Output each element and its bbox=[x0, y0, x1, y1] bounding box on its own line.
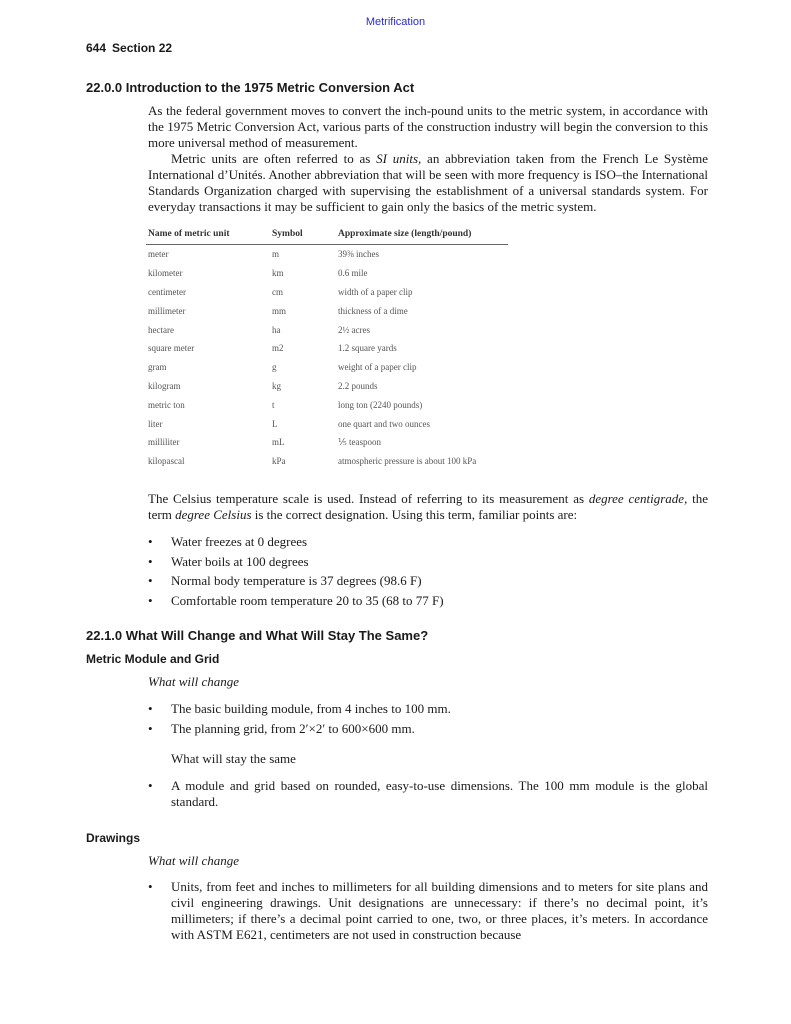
celsius-text-3: is the correct designation. Using this term, familiar points are: bbox=[251, 507, 578, 522]
running-head: Metrification bbox=[365, 16, 426, 28]
list-item: • The basic building module, from 4 inches to 100 mm. bbox=[148, 699, 708, 719]
list-item: • Water boils at 100 degrees bbox=[148, 552, 708, 572]
drawings-will-change-list bbox=[148, 879, 708, 943]
drawings-will-change-label: What will change bbox=[148, 853, 239, 868]
module-will-stay-label: What will stay the same bbox=[171, 751, 296, 766]
table-cell-name: meter bbox=[148, 249, 169, 260]
table-cell-symbol: m bbox=[272, 249, 280, 260]
table-cell-symbol: mL bbox=[272, 437, 285, 448]
table-cell-symbol: t bbox=[272, 399, 275, 410]
table-row bbox=[146, 245, 508, 264]
table-cell-size: 2.2 pounds bbox=[338, 380, 378, 391]
intro-p2-part1: Metric units are often referred to as bbox=[171, 151, 377, 166]
table-row bbox=[146, 414, 508, 433]
table-row bbox=[146, 283, 508, 302]
intro-p2-italic: SI units, bbox=[376, 151, 422, 166]
table-cell-name: hectare bbox=[148, 324, 174, 335]
celsius-text-1: The Celsius temperature scale is used. Instead of referring to its measurement as bbox=[148, 491, 589, 506]
table-row bbox=[146, 301, 508, 320]
module-grid-heading: Metric Module and Grid bbox=[86, 652, 220, 666]
column-header-name: Name of metric unit bbox=[146, 227, 270, 245]
table-cell-symbol: m2 bbox=[272, 343, 284, 354]
table-cell-size: thickness of a dime bbox=[338, 305, 408, 316]
intro-text bbox=[148, 103, 708, 215]
list-item: • A module and grid based on rounded, easy-to-use dimensions. The 100 mm module is the global standard. bbox=[148, 778, 708, 810]
table-row bbox=[146, 452, 508, 471]
table-cell-size: 1.2 square yards bbox=[338, 343, 397, 354]
table-row bbox=[146, 264, 508, 283]
table-row bbox=[146, 339, 508, 358]
table-cell-symbol: ha bbox=[272, 324, 281, 335]
drawings-heading: Drawings bbox=[86, 831, 141, 845]
table-cell-name: liter bbox=[148, 418, 163, 429]
table-cell-symbol: cm bbox=[272, 286, 283, 297]
table-row bbox=[146, 433, 508, 452]
table-cell-size: ⅕ teaspoon bbox=[338, 436, 381, 447]
table-cell-symbol: mm bbox=[272, 305, 287, 316]
table-cell-name: gram bbox=[148, 362, 167, 373]
section-label: Section 22 bbox=[112, 41, 173, 55]
table-row bbox=[146, 320, 508, 339]
intro-paragraph-2 bbox=[148, 151, 708, 215]
module-will-stay-list bbox=[148, 778, 708, 810]
table-cell-name: centimeter bbox=[148, 286, 186, 297]
table-cell-name: kilogram bbox=[148, 380, 181, 391]
table-cell-symbol: kPa bbox=[272, 456, 286, 467]
module-will-change-list bbox=[148, 699, 708, 738]
table-cell-size: 0.6 mile bbox=[338, 268, 368, 279]
table-row bbox=[146, 377, 508, 396]
intro-paragraph-1: As the federal government moves to convert the inch-pound units to the metric system, in accordance with the 1975 Metric Conversion Act, various parts of the construction industry will begin the conversion to this more universal method of measurement. bbox=[148, 103, 708, 150]
celsius-italic-1: degree centigrade, bbox=[588, 491, 688, 506]
table-cell-symbol: kg bbox=[272, 380, 281, 391]
list-item: • Comfortable room temperature 20 to 35 (68 to 77 F) bbox=[148, 591, 708, 611]
list-item: • Water freezes at 0 degrees bbox=[148, 532, 708, 552]
table-row bbox=[146, 395, 508, 414]
table-cell-size: 2½ acres bbox=[338, 324, 370, 335]
table-cell-symbol: km bbox=[272, 268, 284, 279]
change-section-heading: 22.1.0 What Will Change and What Will Stay The Same? bbox=[86, 628, 429, 643]
list-item: • Units, from feet and inches to millimeters for all building dimensions and to meters for site plans and civil engineering drawings. Unit designations are unnecessary: if there’s no decimal point, it’s millimeters; if there’s a decimal point carried to one, two, or three places, it’s meters. In accordance with ASTM E621, centimeters are not used in construction because bbox=[148, 879, 708, 943]
table-cell-size: width of a paper clip bbox=[338, 286, 413, 297]
celsius-paragraph bbox=[148, 491, 708, 523]
list-item: • Normal body temperature is 37 degrees (98.6 F) bbox=[148, 571, 708, 591]
table-cell-size: long ton (2240 pounds) bbox=[338, 399, 423, 410]
table-cell-size: one quart and two ounces bbox=[338, 418, 430, 429]
table-cell-name: millimeter bbox=[148, 305, 186, 316]
column-header-size: Approximate size (length/pound) bbox=[336, 227, 508, 245]
metric-units-table bbox=[146, 227, 508, 471]
page-folio bbox=[86, 41, 172, 55]
table-cell-size: atmospheric pressure is about 100 kPa bbox=[338, 456, 477, 467]
column-header-symbol: Symbol bbox=[270, 227, 336, 245]
table-cell-name: metric ton bbox=[148, 399, 185, 410]
page-number: 644 bbox=[86, 41, 107, 55]
table-cell-name: milliliter bbox=[148, 437, 180, 448]
intro-p2-part2: an abbreviation taken from the French Le Système International d’Unités. Another abbreviation that will be seen with more frequency is ISO–the International Standards Organization charged with supervising the establishment of a universal standards system. For everyday transactions it may be sufficient to gain only the basics of the metric system. bbox=[148, 151, 708, 214]
table-cell-symbol: L bbox=[272, 418, 278, 429]
celsius-points-list bbox=[148, 532, 708, 610]
module-will-change-label: What will change bbox=[148, 674, 239, 689]
table-cell-name: kilometer bbox=[148, 268, 183, 279]
celsius-italic-2: degree Celsius bbox=[175, 507, 252, 522]
table-row bbox=[146, 358, 508, 377]
table-cell-name: square meter bbox=[148, 343, 195, 354]
table-cell-symbol: g bbox=[272, 362, 277, 373]
table-cell-size: weight of a paper clip bbox=[338, 362, 417, 373]
intro-heading: 22.0.0 Introduction to the 1975 Metric Conversion Act bbox=[86, 80, 415, 95]
table-cell-name: kilopascal bbox=[148, 456, 185, 467]
celsius-text-2: the term bbox=[148, 491, 708, 522]
table-cell-size: 39⅜ inches bbox=[338, 249, 379, 260]
table-header-row bbox=[146, 227, 508, 245]
list-item: • The planning grid, from 2′×2′ to 600×600 mm. bbox=[148, 719, 708, 739]
